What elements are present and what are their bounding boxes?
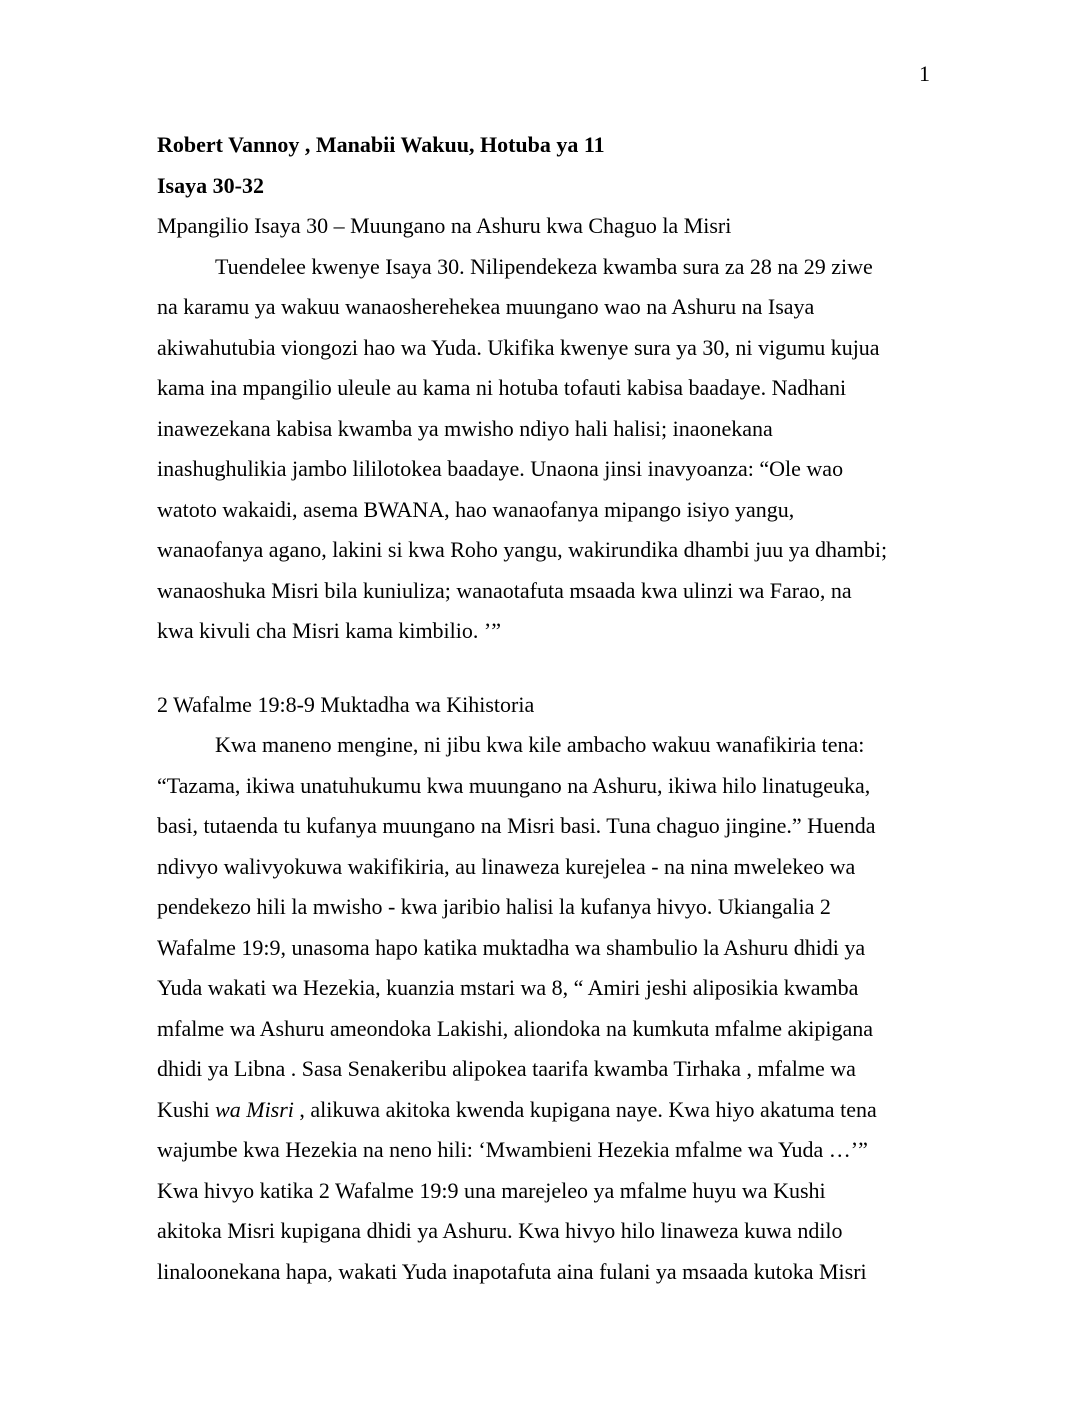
body-line: mfalme wa Ashuru ameondoka Lakishi, aliondoka na kumkuta mfalme akipigana [157,1015,874,1041]
document-content [157,125,977,1292]
body-line: “Tazama, ikiwa unatuhukumu kwa muungano na Ashuru, ikiwa hilo linatugeuka, [157,772,871,798]
body-text: Kushi [157,1096,216,1122]
body-line-with-italic [157,1090,977,1131]
body-line: akiwahutubia viongozi hao wa Yuda. Ukifika kwenye sura ya 30, ni vigumu kujua [157,334,880,360]
page-number: 1 [919,61,930,86]
body-line: Wafalme 19:9, unasoma hapo katika muktadha wa shambulio la Ashuru dhidi ya [157,934,866,960]
section-gap [157,652,977,685]
italic-phrase: wa Misri [215,1096,294,1122]
body-line: Yuda wakati wa Hezekia, kuanzia mstari wa 8, “ Amiri jeshi aliposikia kwamba [157,975,859,1000]
body-line: ndivyo walivyokuwa wakifikiria, au linaweza kurejelea - na nina mwelekeo wa [157,853,856,879]
section-heading: 2 Wafalme 19:8-9 Muktadha wa Kihistoria [157,691,535,717]
body-line: akitoka Misri kupigana dhidi ya Ashuru. Kwa hivyo hilo linaweza kuwa ndilo [157,1218,843,1243]
body-line: pendekezo hili la mwisho - kwa jaribio halisi la kufanya hivyo. Ukiangalia 2 [157,894,831,919]
paragraph-2 [157,725,977,1292]
paragraph-1 [157,247,977,652]
body-line: wanaoshuka Misri bila kuniuliza; wanaotafuta msaada kwa ulinzi wa Farao, na [157,577,852,603]
body-line: inashughulikia jambo lililotokea baadaye. Unaona jinsi inavyoanza: “Ole wao [157,456,844,481]
topic-line: Mpangilio Isaya 30 – Muungano na Ashuru kwa Chaguo la Misri [157,213,732,238]
body-line: dhidi ya Libna . Sasa Senakeribu alipokea taarifa kwamba Tirhaka , mfalme wa [157,1056,856,1081]
body-line: wajumbe kwa Hezekia na neno hili: ‘Mwambieni Hezekia mfalme wa Yuda …’” [157,1137,868,1162]
body-line: basi, tutaenda tu kufanya muungano na Misri basi. Tuna chaguo jingine.” Huenda [157,813,876,838]
body-line: Kwa maneno mengine, ni jibu kwa kile ambacho wakuu wanafikiria tena: [215,732,865,757]
body-line: Kwa hivyo katika 2 Wafalme 19:9 una marejeleo ya mfalme huyu wa Kushi [157,1177,826,1203]
body-text: , alikuwa akitoka kwenda kupigana naye. Kwa hiyo akatuma tena [293,1096,877,1122]
body-line: watoto wakaidi, asema BWANA, hao wanaofanya mipango isiyo yangu, [157,496,795,522]
body-line: Tuendelee kwenye Isaya 30. Nilipendekeza kwamba sura za 28 na 29 ziwe [215,253,873,279]
document-title: Robert Vannoy , Manabii Wakuu, Hotuba ya 11 [157,132,605,157]
body-line: inawezekana kabisa kwamba ya mwisho ndiyo hali halisi; inaonekana [157,415,773,441]
body-line: linaloonekana hapa, wakati Yuda inapotafuta aina fulani ya msaada kutoka Misri [157,1258,867,1284]
document-subtitle: Isaya 30-32 [157,172,264,198]
body-line: na karamu ya wakuu wanaosherehekea muungano wao na Ashuru na Isaya [157,294,815,319]
body-line: wanaofanya agano, lakini si kwa Roho yangu, wakirundika dhambi juu ya dhambi; [157,537,888,562]
body-line: kama ina mpangilio uleule au kama ni hotuba tofauti kabisa baadaye. Nadhani [157,375,847,400]
body-line: kwa kivuli cha Misri kama kimbilio. ’” [157,618,501,643]
